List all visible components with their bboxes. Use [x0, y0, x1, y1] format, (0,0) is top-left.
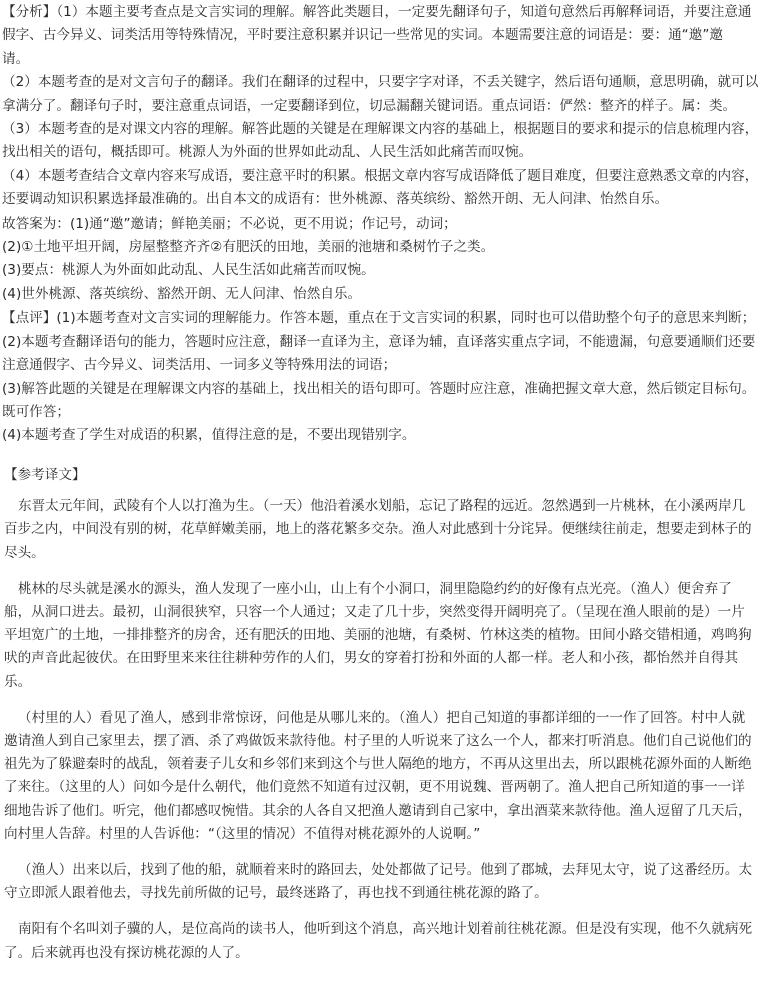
analysis-line: 假字、古今异义、词类活用等特殊情况，平时要注意积累并识记一些常见的实词。本题需要注意的词语是：要：通“邀”邀: [2, 27, 723, 44]
reference-translation-title: 【参考译文】: [4, 466, 86, 483]
translation-line: 细地告诉了他们。听完，他们都感叹惋惜。其余的人各自又把渔人邀请到自己家中，拿出酒菜来款待他。渔人逗留了几天后，: [4, 802, 752, 819]
translation-line: 祖先为了躲避秦时的战乱，领着妻子儿女和乡邻们来到这个与世人隔绝的地方，不再从这里出去，所以跟桃花源外面的人断绝: [4, 756, 752, 773]
analysis-section: [2, 0, 776, 212]
translation-paragraph: [4, 578, 776, 694]
translation-line: 桃林的尽头就是溪水的源头，渔人发现了一座小山，山上有个小洞口，洞里隐隐约约的好像有点光亮。（渔人）便舍弃了: [18, 580, 732, 597]
translation-line: 了。后来就再也没有探访桃花源的人了。: [4, 944, 249, 961]
analysis-line: 找出相关的语句，概括即可。桃源人为外面的世界如此动乱、人民生活如此痛苦而叹惋。: [2, 144, 533, 161]
translation-line: 吠的声音此起彼伏。在田野里来来往往耕种劳作的人们，男女的穿着打扮和外面的人都一样。老人和小孩，都怡然并自得其: [4, 650, 739, 667]
analysis-line: 【分析】（1）本题主要考查点是文言实词的理解。解答此类题目，一定要先翻译句子，知道句意然后再解释词语，并要注意通: [2, 4, 752, 20]
answers-line: (4)世外桃源、落英缤纷、豁然开朗、无人问津、怡然自乐。: [2, 285, 362, 302]
translation-line: 南阳有个名叫刘子骥的人，是位高尚的读书人，他听到这个消息，高兴地计划着前往桃花源。但是没有实现，他不久就病死: [18, 921, 753, 938]
translation-line: 邀请渔人到自己家里去，摆了酒、杀了鸡做饭来款待他。村子里的人听说来了这么一个人，都来打听消息。他们自己说他们的: [4, 732, 752, 749]
translation-line: 百步之内，中间没有别的树，花草鲜嫩美丽，地上的落花繁多交杂。渔人对此感到十分诧异。便继续往前走，想要走到林子的: [4, 521, 752, 538]
analysis-line: （3）本题考查的是对课文内容的理解。解答此题的关键是在理解课文内容的基础上，根据题目的要求和提示的信息梳理内容，: [2, 121, 759, 138]
translation-line: 了来往。（这里的人）问如今是什么朝代，他们竟然不知道有过汉朝，更不用说魏、晋两朝了。渔人把自己所知道的事一一详: [4, 779, 745, 796]
answers-line: (3)要点：桃源人为外面如此动乱、人民生活如此痛苦而叹惋。: [2, 262, 375, 279]
comment-line: 【点评】(1)本题考查对文言实词的理解能力。作答本题，重点在于文言实词的积累，同时也可以借助整个句子的意思来判断；: [2, 310, 756, 327]
comment-line: (4)本题考查了学生对成语的积累，值得注意的是，不要出现错别字。: [2, 427, 416, 444]
answers-line: 故答案为：(1)通“邀”邀请；鲜艳美丽；不必说，更不用说；作记号，动词；: [2, 215, 457, 232]
analysis-line: 拿满分了。翻译句子时，要注意重点词语，一定要翻译到位，切忌漏翻关键词语。重点词语：俨然：整齐的样子。属：类。: [2, 97, 737, 114]
translation-line: 尽头。: [4, 544, 45, 561]
translation-paragraph: [4, 707, 776, 846]
comment-line: (3)解答此题的关键是在理解课文内容的基础上，找出相关的语句即可。答题时应注意，准确把握文章大意，然后锁定目标句。: [2, 380, 756, 397]
translation-line: 乐。: [4, 673, 32, 690]
analysis-line: （4）本题考查结合文章内容来写成语，要注意平时的积累。根据文章内容写成语降低了题目难度，但要注意熟悉文章的内容，: [2, 167, 759, 184]
translation-paragraph: [4, 495, 776, 565]
translation-paragraph: [4, 918, 776, 964]
comment-line: 既可作答；: [2, 403, 70, 420]
comment-section: [2, 306, 776, 447]
answers-line: (2)①土地平坦开阔，房屋整整齐齐②有肥沃的田地，美丽的池塘和桑树竹子之类。: [2, 239, 495, 256]
translation-line: 船，从洞口进去。最初，山洞很狭窄，只容一个人通过；又走了几十步，突然变得开阔明亮了。（呈现在渔人眼前的是）一片: [4, 603, 745, 620]
translation-paragraph: [4, 859, 776, 905]
analysis-line: 请。: [2, 50, 30, 67]
translation-line: 守立即派人跟着他去，寻找先前所做的记号，最终迷路了，再也找不到通往桃花源的路了。: [4, 885, 548, 902]
analysis-line: 还要调动知识积累选择最准确的。出自本文的成语有：世外桃源、落英缤纷、豁然开朗、无人问津、怡然自乐。: [2, 191, 669, 208]
translation-line: （渔人）出来以后，找到了他的船，就顺着来时的路回去，处处都做了记号。他到了郡城，去拜见太守，说了这番经历。太: [18, 861, 753, 878]
translation-line: 平坦宽广的土地，一排排整齐的房舍，还有肥沃的田地、美丽的池塘，有桑树、竹林这类的植物。田间小路交错相通，鸡鸣狗: [4, 627, 752, 644]
answer-section: [2, 212, 776, 307]
translation-line: 东晋太元年间，武陵有个人以打渔为生。（一天）他沿着溪水划船，忘记了路程的远近。忽然遇到一片桃林，在小溪两岸几: [18, 498, 746, 515]
comment-line: 注意通假字、古今异义、词类活用、一词多义等特殊用法的词语；: [2, 357, 397, 374]
reference-translation-body: [2, 495, 776, 965]
translation-line: （村里的人）看见了渔人，感到非常惊讶，问他是从哪儿来的。（渔人）把自己知道的事都详细的一一作了回答。村中人就: [18, 709, 746, 726]
analysis-line: （2）本题考查的是对文言句子的翻译。我们在翻译的过程中，只要字字对译，不丢关键字，然后语句通顺，意思明确，就可以: [2, 74, 759, 91]
translation-line: 向村里人告辞。村里的人告诉他：“（这里的情况）不值得对桃花源外的人说啊。”: [4, 825, 481, 842]
comment-line: (2)本题考查翻译语句的能力，答题时应注意，翻译一直译为主，意译为辅，直译落实重点字词，不能遗漏，句意要通顺们还要: [2, 333, 756, 350]
